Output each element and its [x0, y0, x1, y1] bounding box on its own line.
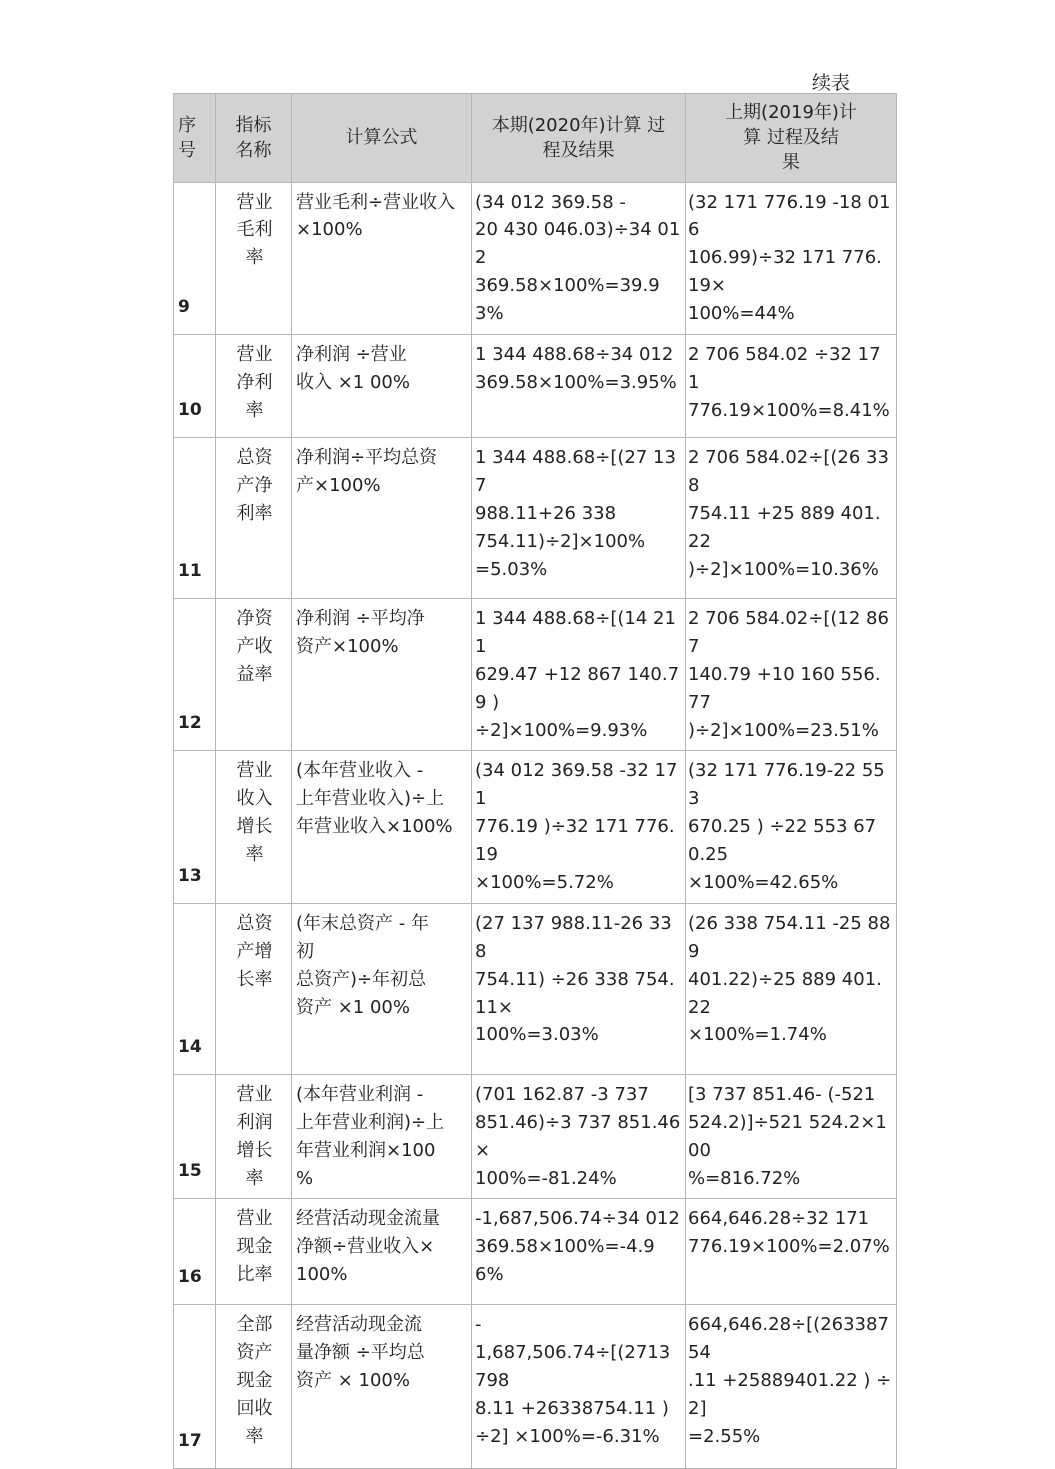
formula-cell: 净利润 ÷平均净 资产×100% — [292, 599, 472, 751]
formula-cell: 经营活动现金流 量净额 ÷平均总 资产 × 100% — [292, 1305, 472, 1469]
current-calc-cell: (701 162.87 -3 737 851.46)÷3 737 851.46× 100%=-81.24% — [472, 1074, 686, 1199]
previous-calc-cell: (26 338 754.11 -25 889 401.22)÷25 889 401.22 ×100%=1.74% — [686, 903, 897, 1074]
row-number: 13 — [174, 751, 216, 903]
formula-cell: (本年营业利润 - 上年营业利润)÷上 年营业利润×100 % — [292, 1074, 472, 1199]
header-current: 本期(2020年)计算 过 程及结果 — [472, 94, 686, 183]
table-row — [174, 335, 897, 438]
current-calc-cell: -1,687,506.74÷34 012 369.58×100%=-4.96% — [472, 1199, 686, 1305]
header-previous: 上期(2019年)计 算 过程及结 果 — [686, 94, 897, 183]
current-calc-cell: - 1,687,506.74÷[(2713798 8.11 +26338754.11 ) ÷2] ×100%=-6.31% — [472, 1305, 686, 1469]
previous-calc-cell: 2 706 584.02 ÷32 171 776.19×100%=8.41% — [686, 335, 897, 438]
table-row — [174, 182, 897, 334]
header-name: 指标 名称 — [216, 94, 292, 183]
indicator-name: 营业 净利 率 — [216, 335, 292, 438]
indicator-name: 营业 收入 增长 率 — [216, 751, 292, 903]
current-calc-cell: (34 012 369.58 - 20 430 046.03)÷34 012 369.58×100%=39.93% — [472, 182, 686, 334]
formula-cell: 净利润÷平均总资 产×100% — [292, 438, 472, 599]
previous-calc-cell: 664,646.28÷[(26338754 .11 +25889401.22 ) ÷2] =2.55% — [686, 1305, 897, 1469]
previous-calc-cell: 2 706 584.02÷[(12 867 140.79 +10 160 556.77 )÷2]×100%=23.51% — [686, 599, 897, 751]
table-row — [174, 1074, 897, 1199]
formula-cell: 营业毛利÷营业收入 ×100% — [292, 182, 472, 334]
indicator-name: 总资 产净 利率 — [216, 438, 292, 599]
previous-calc-cell: (32 171 776.19-22 553 670.25 ) ÷22 553 670.25 ×100%=42.65% — [686, 751, 897, 903]
table-row — [174, 751, 897, 903]
row-number: 17 — [174, 1305, 216, 1469]
indicator-name: 全部 资产 现金 回收 率 — [216, 1305, 292, 1469]
indicator-name: 营业 毛利 率 — [216, 182, 292, 334]
table-header-row — [174, 94, 897, 183]
row-number: 16 — [174, 1199, 216, 1305]
previous-calc-cell: 2 706 584.02÷[(26 338 754.11 +25 889 401.22 )÷2]×100%=10.36% — [686, 438, 897, 599]
indicator-name: 总资 产增 长率 — [216, 903, 292, 1074]
header-seq: 序 号 — [174, 94, 216, 183]
financial-ratio-table — [173, 93, 897, 1469]
indicator-name: 营业 现金 比率 — [216, 1199, 292, 1305]
table-row — [174, 599, 897, 751]
row-number: 11 — [174, 438, 216, 599]
current-calc-cell: 1 344 488.68÷[(27 137 988.11+26 338 754.11)÷2]×100% =5.03% — [472, 438, 686, 599]
previous-calc-cell: (32 171 776.19 -18 016 106.99)÷32 171 776.19× 100%=44% — [686, 182, 897, 334]
previous-calc-cell: [3 737 851.46- (-521 524.2)]÷521 524.2×100 %=816.72% — [686, 1074, 897, 1199]
table-row — [174, 1305, 897, 1469]
previous-calc-cell: 664,646.28÷32 171 776.19×100%=2.07% — [686, 1199, 897, 1305]
row-number: 12 — [174, 599, 216, 751]
formula-cell: (年末总资产 - 年 初 总资产)÷年初总 资产 ×1 00% — [292, 903, 472, 1074]
table-row — [174, 438, 897, 599]
header-formula: 计算公式 — [292, 94, 472, 183]
indicator-name: 净资 产收 益率 — [216, 599, 292, 751]
row-number: 15 — [174, 1074, 216, 1199]
row-number: 9 — [174, 182, 216, 334]
indicator-name: 营业 利润 增长 率 — [216, 1074, 292, 1199]
row-number: 10 — [174, 335, 216, 438]
current-calc-cell: 1 344 488.68÷[(14 211 629.47 +12 867 140.79 ) ÷2]×100%=9.93% — [472, 599, 686, 751]
current-calc-cell: (34 012 369.58 -32 171 776.19 )÷32 171 776.19 ×100%=5.72% — [472, 751, 686, 903]
current-calc-cell: (27 137 988.11-26 338 754.11) ÷26 338 754.11× 100%=3.03% — [472, 903, 686, 1074]
table-row — [174, 1199, 897, 1305]
formula-cell: (本年营业收入 - 上年营业收入)÷上 年营业收入×100% — [292, 751, 472, 903]
row-number: 14 — [174, 903, 216, 1074]
formula-cell: 经营活动现金流量 净额÷营业收入× 100% — [292, 1199, 472, 1305]
formula-cell: 净利润 ÷营业 收入 ×1 00% — [292, 335, 472, 438]
table-row — [174, 903, 897, 1074]
current-calc-cell: 1 344 488.68÷34 012 369.58×100%=3.95% — [472, 335, 686, 438]
continued-label: 续表 — [812, 72, 851, 94]
